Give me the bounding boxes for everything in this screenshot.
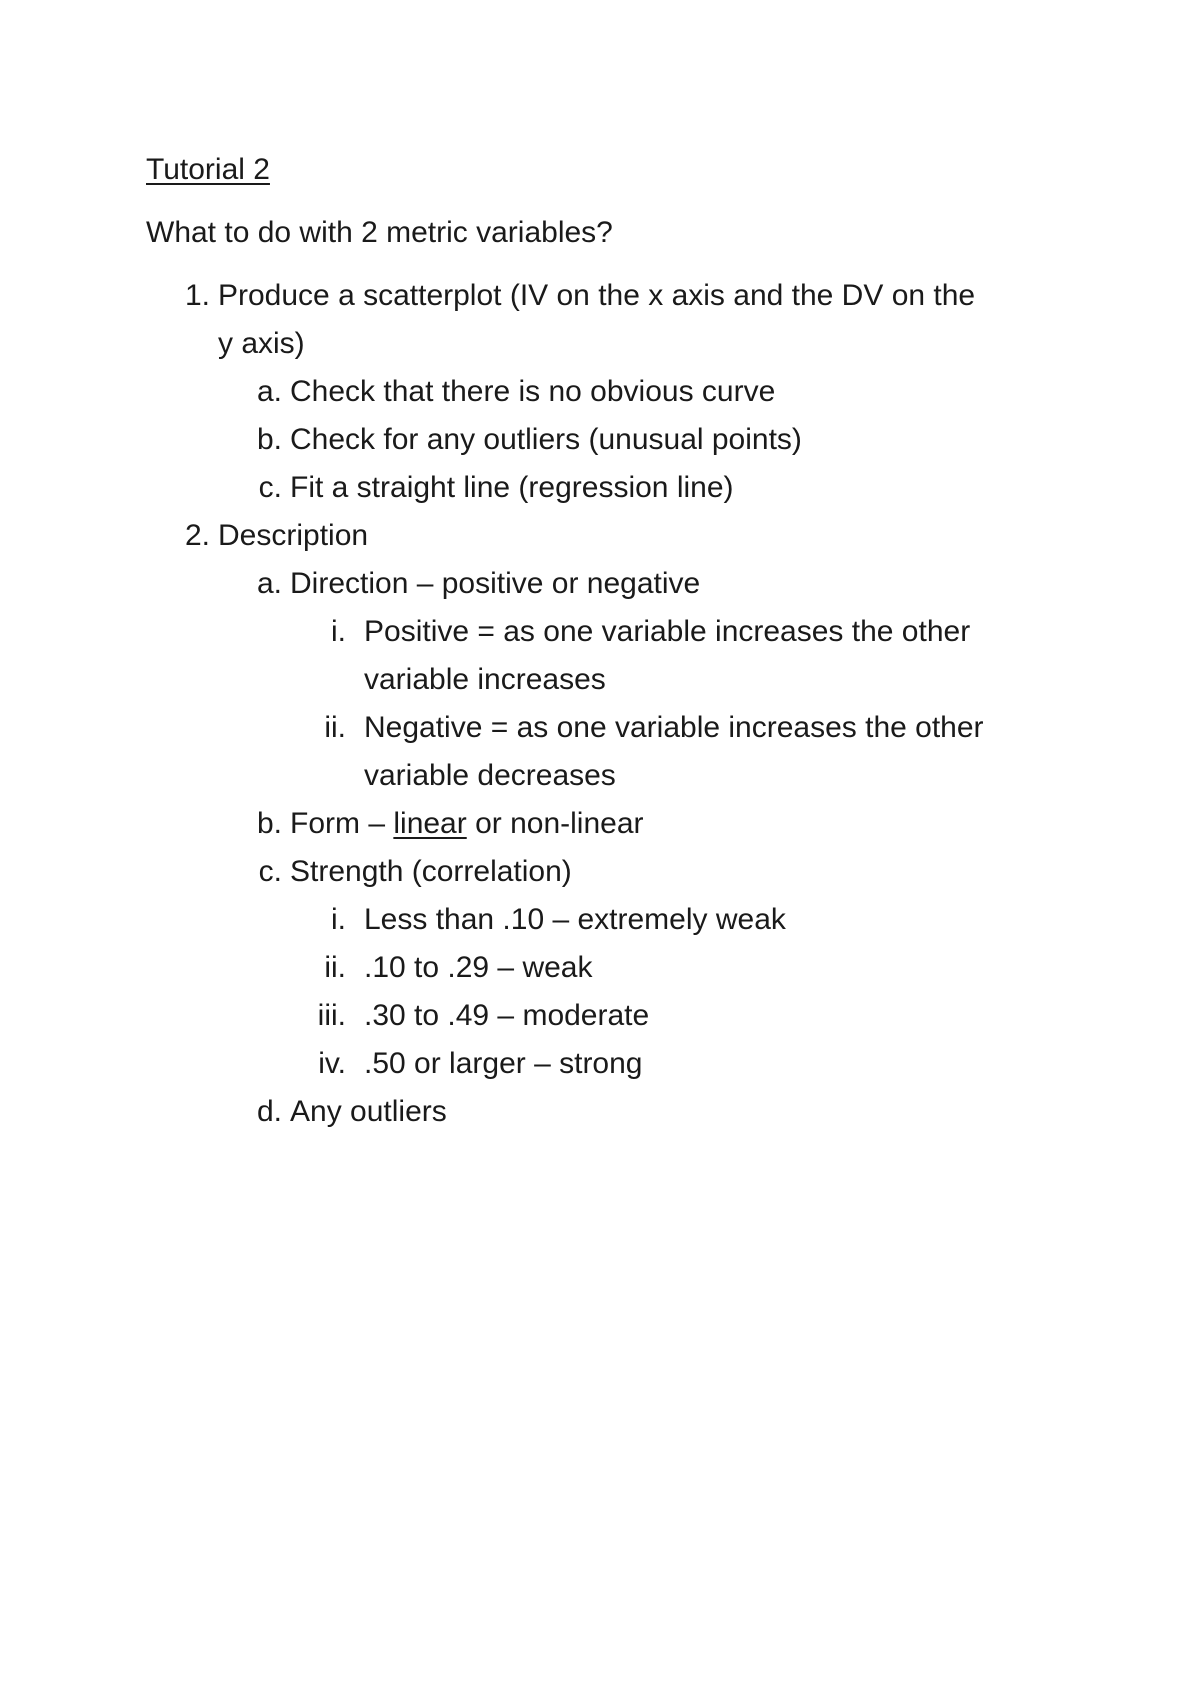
- document-subtitle: What to do with 2 metric variables?: [146, 216, 613, 249]
- list-marker: i.: [331, 615, 346, 648]
- underlined-word: linear: [393, 807, 467, 840]
- list-item-1-continuation: y axis): [218, 327, 305, 360]
- list-item-2a-ii-continuation: variable decreases: [364, 759, 616, 792]
- list-item-text: Check for any outliers (unusual points): [290, 423, 802, 456]
- list-item-text: Produce a scatterplot (IV on the x axis and the DV on the: [218, 279, 976, 312]
- list-marker: ii.: [324, 711, 346, 744]
- list-item-2a-i-continuation: variable increases: [364, 663, 606, 696]
- list-marker: a.: [256, 375, 282, 408]
- list-item-text: .30 to .49 – moderate: [364, 999, 650, 1032]
- list-item-text: [290, 804, 644, 844]
- list-item-text: Fit a straight line (regression line): [290, 471, 734, 504]
- text-after: or non-linear: [466, 807, 644, 840]
- list-item-text: Positive = as one variable increases the other: [364, 615, 971, 648]
- text-before: Form –: [290, 807, 394, 840]
- list-marker: d.: [256, 1095, 282, 1128]
- list-marker: iv.: [318, 1047, 346, 1080]
- title-text: Tutorial 2: [146, 153, 270, 186]
- list-marker: b.: [256, 423, 282, 456]
- list-marker: iii.: [317, 999, 346, 1032]
- list-item-text: Negative = as one variable increases the other: [364, 711, 984, 744]
- list-marker: 2.: [184, 519, 210, 552]
- list-marker: 1.: [184, 279, 210, 312]
- list-item-text: Direction – positive or negative: [290, 567, 701, 600]
- list-marker: ii.: [324, 951, 346, 984]
- list-marker: c.: [258, 471, 282, 504]
- document-title: [146, 150, 270, 190]
- list-item-text: .50 or larger – strong: [364, 1047, 643, 1080]
- list-item-text: .10 to .29 – weak: [364, 951, 593, 984]
- list-marker: c.: [258, 855, 282, 888]
- list-marker: b.: [256, 807, 282, 840]
- list-item-text: Any outliers: [290, 1095, 447, 1128]
- list-item-text: Check that there is no obvious curve: [290, 375, 776, 408]
- list-item-text: Description: [218, 519, 369, 552]
- list-marker: i.: [331, 903, 346, 936]
- list-item-text: Strength (correlation): [290, 855, 572, 888]
- list-marker: a.: [256, 567, 282, 600]
- list-item-text: Less than .10 – extremely weak: [364, 903, 786, 936]
